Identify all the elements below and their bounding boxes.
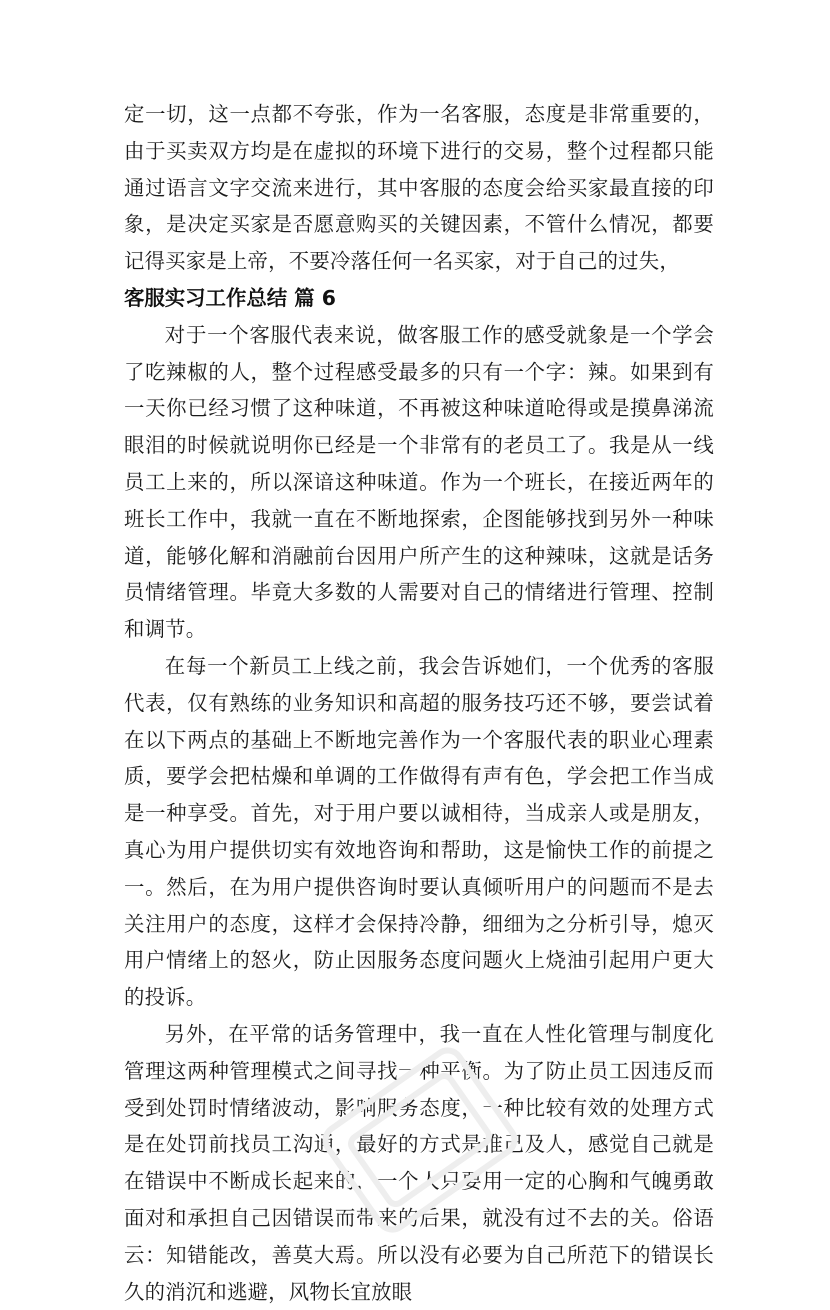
body-paragraph-2: 在每一个新员工上线之前，我会告诉她们，一个优秀的客服代表，仅有熟练的业务知识和高超的服务技巧还不够，要尝试着在以下两点的基础上不断地完善作为一个客服代表的职业心理素质，要学会把枯燥和单调的工作做得有声有色，学会把工作当成是一种享受。首先，对于用户要以诚相待，当成亲人或是朋友，真心为用户提供切实有效地咨询和帮助，这是愉快工作的前提之一。然后，在为用户提供咨询时要认真倾听用户的问题而不是去关注用户的态度，这样才会保持冷静，细细为之分析引导，熄灭用户情绪上的怒火，防止因服务态度问题火上烧油引起用户更大的投诉。 [124, 653, 714, 1010]
section-heading: 客服实习工作总结 篇 6 [124, 285, 336, 310]
document-page [124, 96, 714, 1310]
body-paragraph-3: 另外，在平常的话务管理中，我一直在人性化管理与制度化管理这两种管理模式之间寻找一种平衡。为了防止员工因违反而受到处罚时情绪波动，影响服务态度，一种比较有效的处理方式是在处罚前找员工沟通，最好的方式是推己及人，感觉自己就是在错误中不断成长起来的，一个人只要用一定的心胸和气魄勇敢面对和承担自己因错误而带来的后果，就没有过不去的关。俗语云：知错能改，善莫大焉。所以没有必要为自己所范下的错误长久的消沉和逃避，风物长宜放眼 [124, 1021, 714, 1304]
body-paragraph-1: 对于一个客服代表来说，做客服工作的感受就象是一个学会了吃辣椒的人，整个过程感受最多的只有一个字：辣。如果到有一天你已经习惯了这种味道，不再被这种味道呛得或是摸鼻涕流眼泪的时候就说明你已经是一个非常有的老员工了。我是从一线员工上来的，所以深谙这种味道。作为一个班长，在接近两年的班长工作中，我就一直在不断地探索，企图能够找到另外一种味道，能够化解和消融前台因用户所产生的这种辣味，这就是话务员情绪管理。毕竟大多数的人需要对自己的情绪进行管理、控制和调节。 [124, 322, 714, 642]
continuation-paragraph: 定一切，这一点都不夸张，作为一名客服，态度是非常重要的，由于买卖双方均是在虚拟的环境下进行的交易，整个过程都只能通过语言文字交流来进行，其中客服的态度会给买家最直接的印象，是决定买家是否愿意购买的关键因素，不管什么情况，都要记得买家是上帝，不要冷落任何一名买家，对于自己的过失， [124, 102, 714, 274]
